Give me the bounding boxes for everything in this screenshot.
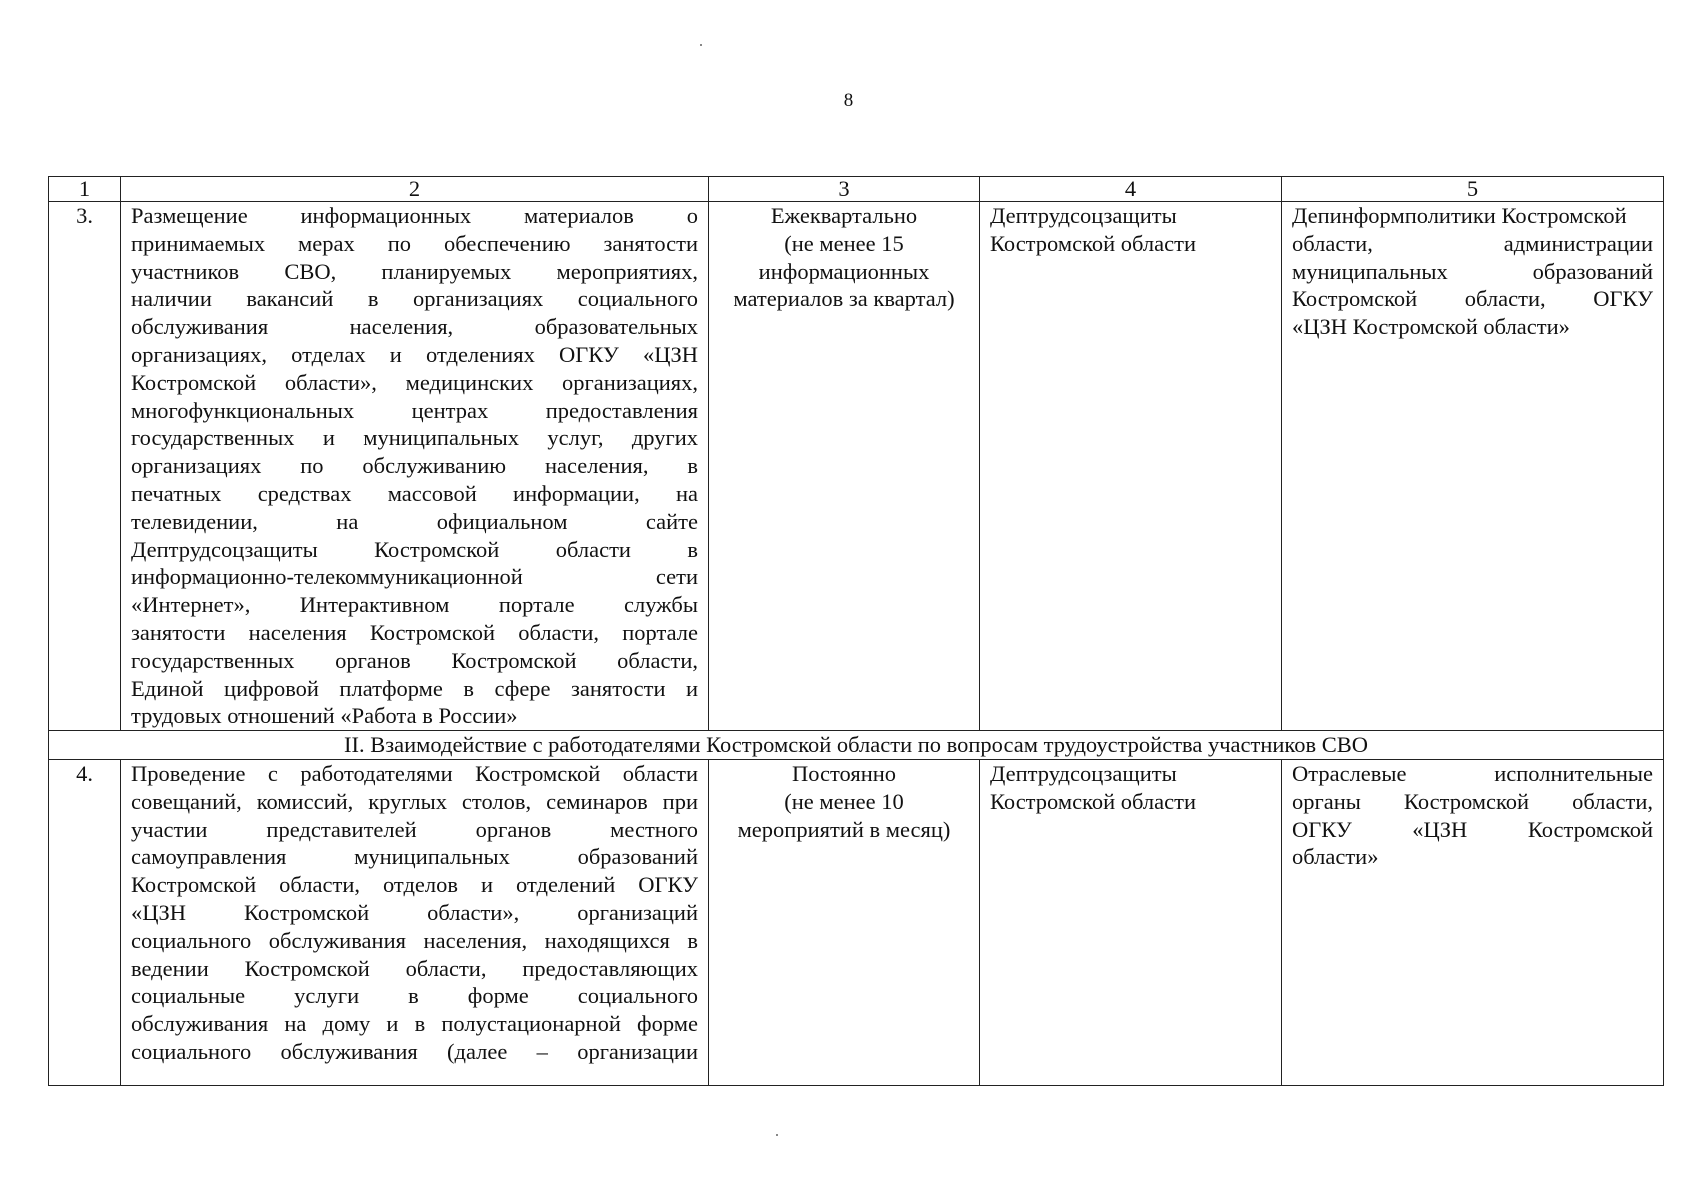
text-line: Проведение с работодателями Костромской области <box>131 760 698 786</box>
text-line: государственных и муниципальных услуг, других <box>131 425 698 451</box>
text-line: области» <box>1292 844 1379 870</box>
text-line: Костромской области», медицинских организациях, <box>131 369 698 395</box>
text-line: Ежеквартально <box>770 203 918 228</box>
text-line: социального обслуживания населения, находящихся в <box>131 927 698 953</box>
text-line: организациях по обслуживанию населения, в <box>131 453 698 479</box>
column-header: 5 <box>1282 177 1664 202</box>
text-line: печатных средствах массовой информации, на <box>131 480 698 506</box>
text-line: социального обслуживания (далее – организации <box>131 1038 698 1064</box>
column-header: 4 <box>980 177 1282 202</box>
text-line: информационных <box>758 258 930 284</box>
text-line: «ЦЗН Костромской области» <box>1292 314 1570 340</box>
text-line: информационно-телекоммуникационной сети <box>131 564 698 590</box>
text-line: материалов за квартал) <box>733 286 955 312</box>
text-line: самоуправления муниципальных образований <box>131 844 698 870</box>
row-term <box>709 759 980 1085</box>
row-participants <box>1282 759 1664 1085</box>
text-line: «Интернет», Интерактивном портале службы <box>131 592 698 618</box>
row-participants <box>1282 202 1664 731</box>
text-line: Единой цифровой платформе в сфере занятости и <box>131 675 698 701</box>
row-description <box>121 759 709 1085</box>
row-term <box>709 202 980 731</box>
scan-speck <box>700 44 702 46</box>
text-line: ведении Костромской области, предоставляющих <box>131 955 698 981</box>
text-line: мероприятий в месяц) <box>737 816 951 842</box>
text-line: (не менее 10 <box>784 788 904 814</box>
text-line: участии представителей органов местного <box>131 816 698 842</box>
column-header: 1 <box>49 177 121 202</box>
row-responsible <box>980 759 1282 1085</box>
text-line: совещаний, комиссий, круглых столов, семинаров при <box>131 788 698 814</box>
page-number: 8 <box>843 90 854 111</box>
text-line: трудовых отношений «Работа в России» <box>131 703 518 729</box>
text-line: социальные услуги в форме социального <box>131 983 698 1009</box>
row-description <box>121 202 709 731</box>
text-line: Депинформполитики Костромской <box>1292 203 1627 228</box>
text-line: Костромской области, ОГКУ <box>1292 286 1653 312</box>
text-line: ОГКУ «ЦЗН Костромской <box>1292 816 1653 842</box>
text-line: Постоянно <box>791 760 897 786</box>
text-line: Дептрудсоцзащиты <box>990 760 1177 786</box>
text-line: участников СВО, планируемых мероприятиях, <box>131 258 698 284</box>
row-number: 3. <box>49 202 121 731</box>
row-number: 4. <box>49 759 121 1085</box>
text-line: занятости населения Костромской области, портале <box>131 619 698 645</box>
text-line: обслуживания населения, образовательных <box>131 314 698 340</box>
activity-table <box>48 176 1664 1086</box>
text-line: организациях, отделах и отделениях ОГКУ «ЦЗН <box>131 341 698 367</box>
text-line: Костромской области <box>990 230 1197 256</box>
table-row <box>49 759 1664 1085</box>
text-line: органы Костромской области, <box>1292 788 1653 814</box>
text-line: области, администрации <box>1292 230 1653 256</box>
table-row <box>49 202 1664 731</box>
text-line: Дептрудсоцзащиты <box>990 203 1177 228</box>
text-line: наличии вакансий в организациях социального <box>131 286 698 312</box>
scan-speck <box>776 1134 778 1136</box>
text-line: многофункциональных центрах предоставления <box>131 397 698 423</box>
text-line: Костромской области, отделов и отделений ОГКУ <box>131 872 698 898</box>
column-header: 3 <box>709 177 980 202</box>
text-line: Костромской области <box>990 788 1197 814</box>
text-line: Отраслевые исполнительные <box>1292 760 1653 786</box>
text-line: телевидении, на официальном сайте <box>131 508 698 534</box>
text-line: Дептрудсоцзащиты Костромской области в <box>131 536 698 562</box>
text-line: «ЦЗН Костромской области», организаций <box>131 899 698 925</box>
section-heading-row <box>49 731 1664 760</box>
table-header-row <box>49 177 1664 202</box>
text-line: обслуживания на дому и в полустационарной форме <box>131 1011 698 1037</box>
text-line: Размещение информационных материалов о <box>131 203 698 228</box>
text-line: муниципальных образований <box>1292 258 1653 284</box>
column-header: 2 <box>121 177 709 202</box>
text-line: государственных органов Костромской области, <box>131 647 698 673</box>
row-responsible <box>980 202 1282 731</box>
text-line: принимаемых мерах по обеспечению занятости <box>131 230 698 256</box>
section-heading: II. Взаимодействие с работодателями Костромской области по вопросам трудоустройства участников СВО <box>49 731 1664 760</box>
text-line: (не менее 15 <box>784 230 904 256</box>
